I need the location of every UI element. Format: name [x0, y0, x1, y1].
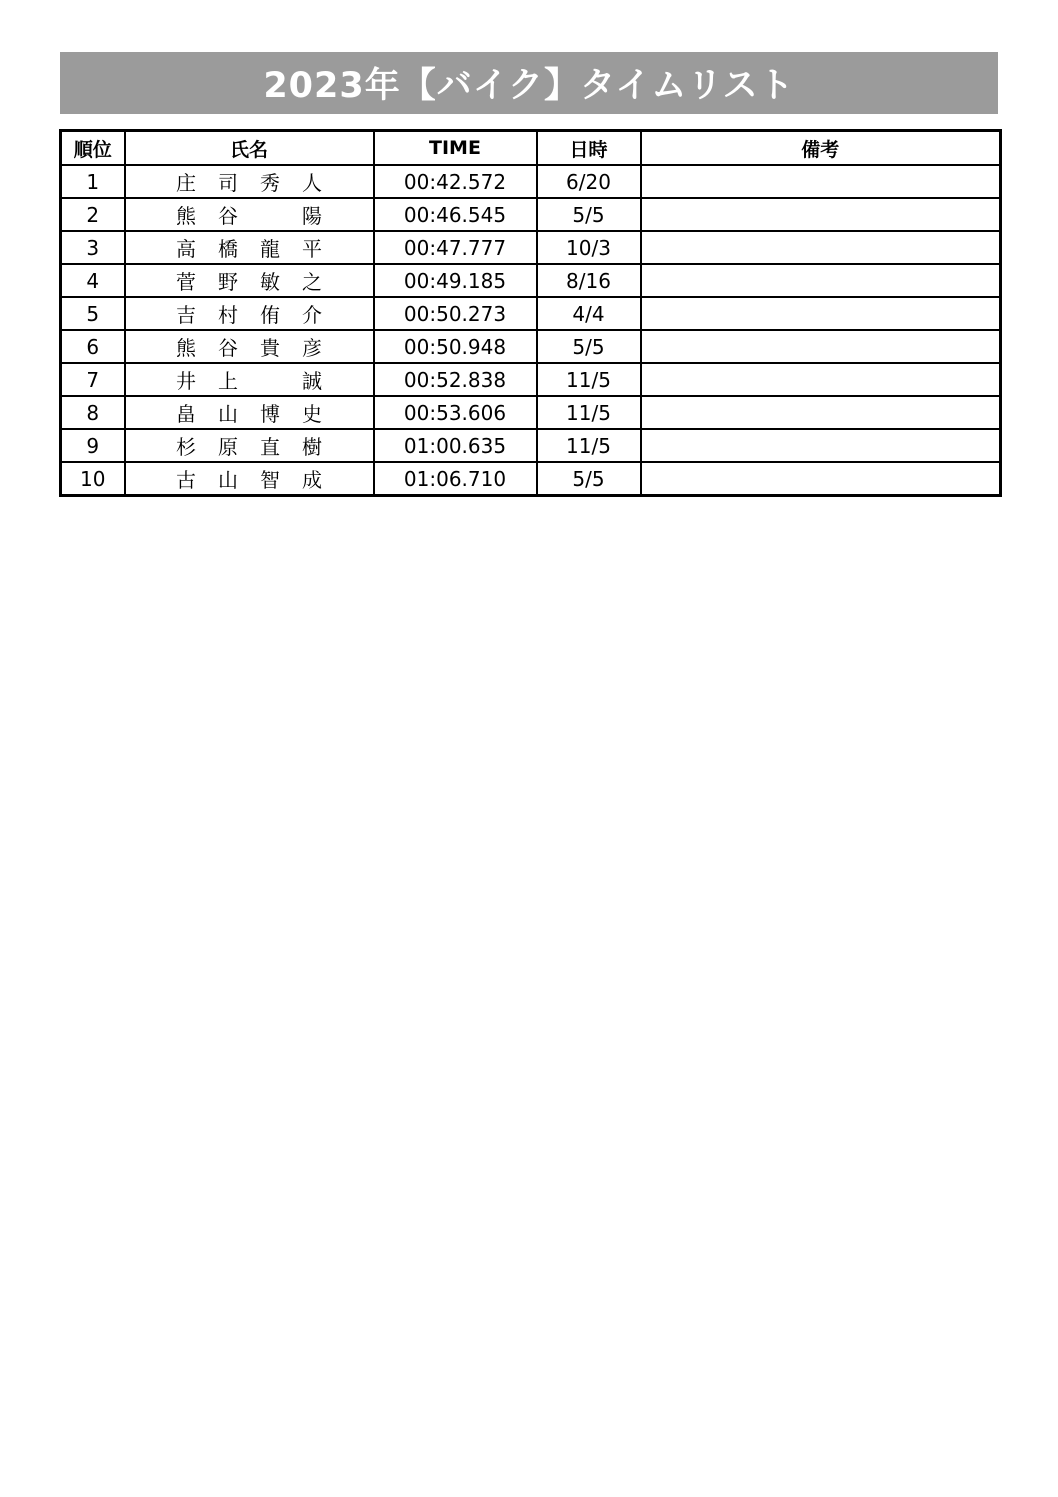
name-char: 古	[176, 468, 196, 492]
name-char: 庄	[176, 171, 196, 195]
note-cell	[641, 231, 1001, 264]
name-char: 龍	[260, 237, 280, 261]
time-cell: 00:52.838	[374, 363, 537, 396]
table-row	[61, 363, 1001, 396]
note-cell	[641, 363, 1001, 396]
note-cell	[641, 198, 1001, 231]
rank-cell: 10	[61, 462, 125, 496]
name-char: 樹	[302, 435, 322, 459]
date-cell: 6/20	[537, 165, 641, 198]
name-char: 熊	[176, 336, 196, 360]
header-rank: 順位	[61, 131, 125, 166]
time-cell: 00:50.273	[374, 297, 537, 330]
rank-cell: 5	[61, 297, 125, 330]
name-char	[260, 365, 280, 394]
name-char: 博	[260, 402, 280, 426]
date-cell: 10/3	[537, 231, 641, 264]
note-cell	[641, 264, 1001, 297]
header-row	[61, 131, 1001, 166]
name-char: 菅	[176, 270, 196, 294]
note-cell	[641, 429, 1001, 462]
name-char: 史	[302, 402, 322, 426]
name-char: 谷	[218, 204, 238, 228]
name-char: 原	[218, 435, 238, 459]
time-cell: 00:42.572	[374, 165, 537, 198]
name-char: 熊	[176, 204, 196, 228]
date-cell: 8/16	[537, 264, 641, 297]
name-cell	[125, 462, 374, 496]
rank-cell: 4	[61, 264, 125, 297]
name-char: 成	[302, 468, 322, 492]
name-char: 介	[302, 303, 322, 327]
name-cell	[125, 330, 374, 363]
name-cell	[125, 264, 374, 297]
time-cell: 00:49.185	[374, 264, 537, 297]
rank-cell: 7	[61, 363, 125, 396]
rank-cell: 6	[61, 330, 125, 363]
page-title: 2023年【バイク】タイムリスト	[263, 66, 795, 106]
name-char: 貴	[260, 336, 280, 360]
table-row	[61, 462, 1001, 496]
name-char: 敏	[260, 270, 280, 294]
note-cell	[641, 396, 1001, 429]
rank-cell: 1	[61, 165, 125, 198]
name-char: 山	[218, 402, 238, 426]
name-char: 井	[176, 369, 196, 393]
table-row	[61, 165, 1001, 198]
name-cell	[125, 198, 374, 231]
table-row	[61, 330, 1001, 363]
name-char: 彦	[302, 336, 322, 360]
table-row	[61, 297, 1001, 330]
name-char: 陽	[302, 204, 322, 228]
date-cell: 11/5	[537, 429, 641, 462]
name-char: 司	[218, 171, 238, 195]
table-row	[61, 264, 1001, 297]
name-char: 山	[218, 468, 238, 492]
name-cell	[125, 231, 374, 264]
table-row	[61, 396, 1001, 429]
header-note: 備考	[641, 131, 1001, 166]
name-char: 杉	[176, 435, 196, 459]
date-cell: 4/4	[537, 297, 641, 330]
date-cell: 5/5	[537, 330, 641, 363]
date-cell: 11/5	[537, 363, 641, 396]
note-cell	[641, 330, 1001, 363]
header-date: 日時	[537, 131, 641, 166]
name-char: 人	[302, 171, 322, 195]
note-cell	[641, 165, 1001, 198]
table-body	[61, 165, 1001, 496]
table-row	[61, 231, 1001, 264]
name-cell	[125, 165, 374, 198]
date-cell: 11/5	[537, 396, 641, 429]
name-char	[260, 200, 280, 229]
name-char: 平	[302, 237, 322, 261]
time-cell: 00:50.948	[374, 330, 537, 363]
note-cell	[641, 462, 1001, 496]
name-char: 谷	[218, 336, 238, 360]
note-cell	[641, 297, 1001, 330]
name-char: 直	[260, 435, 280, 459]
date-cell: 5/5	[537, 462, 641, 496]
time-cell: 00:46.545	[374, 198, 537, 231]
rank-cell: 8	[61, 396, 125, 429]
name-char: 高	[176, 237, 196, 261]
header-name: 氏名	[125, 131, 374, 166]
name-char: 誠	[302, 369, 322, 393]
name-char: 之	[302, 270, 322, 294]
rank-cell: 9	[61, 429, 125, 462]
rank-cell: 3	[61, 231, 125, 264]
name-char: 秀	[260, 171, 280, 195]
time-cell: 01:00.635	[374, 429, 537, 462]
name-cell	[125, 363, 374, 396]
header-time: TIME	[374, 131, 537, 166]
title-banner	[60, 52, 998, 114]
rank-cell: 2	[61, 198, 125, 231]
time-list-table	[59, 129, 1002, 497]
name-cell	[125, 429, 374, 462]
name-char: 村	[218, 303, 238, 327]
name-char: 吉	[176, 303, 196, 327]
table-row	[61, 198, 1001, 231]
name-char: 智	[260, 468, 280, 492]
name-char: 橋	[218, 237, 238, 261]
date-cell: 5/5	[537, 198, 641, 231]
name-cell	[125, 297, 374, 330]
time-cell: 00:53.606	[374, 396, 537, 429]
table-row	[61, 429, 1001, 462]
time-cell: 01:06.710	[374, 462, 537, 496]
time-cell: 00:47.777	[374, 231, 537, 264]
name-char: 侑	[260, 303, 280, 327]
name-char: 野	[218, 270, 238, 294]
name-char: 畠	[176, 402, 196, 426]
name-char: 上	[218, 369, 238, 393]
name-cell	[125, 396, 374, 429]
